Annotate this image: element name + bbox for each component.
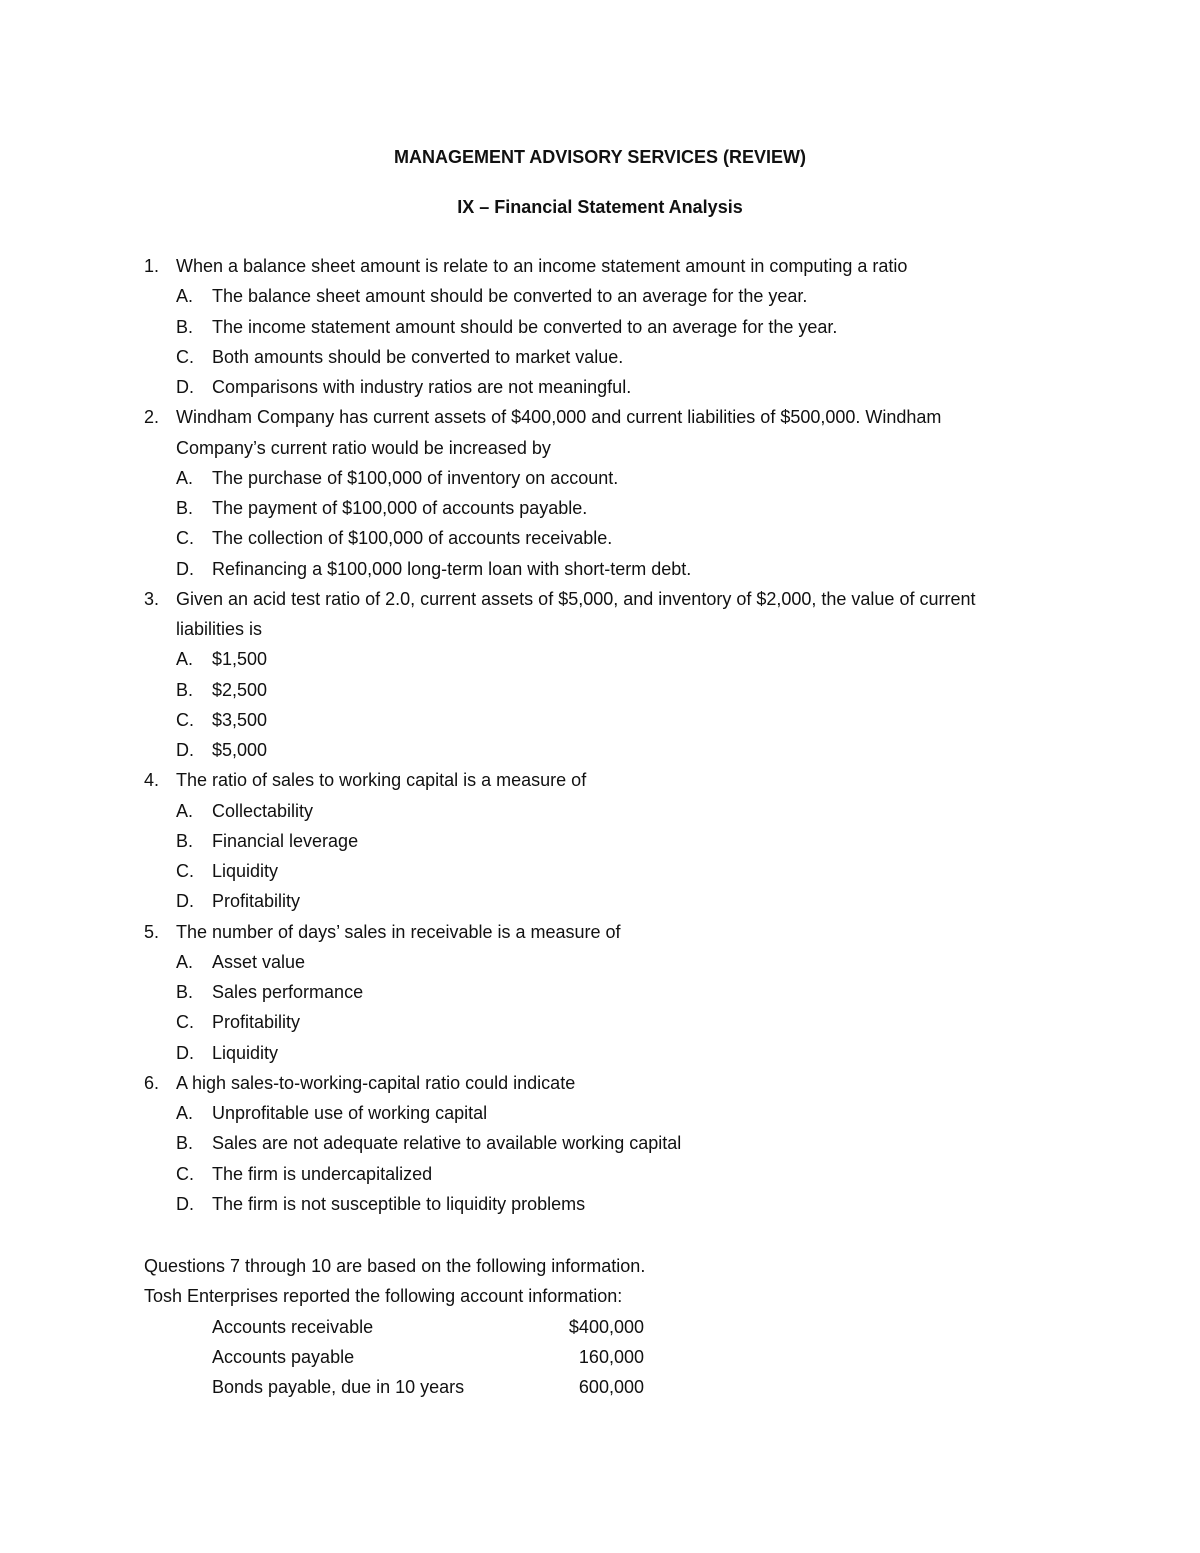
option-text: Refinancing a $100,000 long-term loan with short-term debt. <box>212 558 692 579</box>
option-text: Asset value <box>212 951 306 972</box>
account-value: 600,000 <box>578 1377 644 1397</box>
document-subtitle: IX – Financial Statement Analysis <box>457 197 743 217</box>
option-text: $2,500 <box>212 679 268 700</box>
account-label: Accounts payable <box>212 1347 355 1367</box>
option-letter: C. <box>176 528 194 549</box>
option-text: $3,500 <box>212 709 268 730</box>
info-lead: Tosh Enterprises reported the following account information: <box>144 1286 623 1306</box>
option-letter: A. <box>176 1103 194 1123</box>
question-text: Windham Company has current assets of $400,000 and current liabilities of $500,000. Windham <box>176 407 942 428</box>
option-text: $5,000 <box>212 740 268 760</box>
option-text: The income statement amount should be converted to an average for the year. <box>212 316 838 337</box>
question-number: 3. <box>144 588 160 609</box>
option-letter: D. <box>176 377 194 397</box>
question-text: Company’s current ratio would be increased by <box>176 437 551 458</box>
option-letter: B. <box>176 316 194 337</box>
question-text: A high sales-to-working-capital ratio could indicate <box>176 1072 576 1093</box>
option-letter: D. <box>176 558 194 579</box>
question-text: The number of days’ sales in receivable is a measure of <box>176 921 621 942</box>
option-letter: C. <box>176 1012 194 1033</box>
option-text: Liquidity <box>212 861 279 881</box>
option-text: Sales performance <box>212 982 364 1002</box>
option-letter: A. <box>176 800 194 821</box>
option-text: The firm is not susceptible to liquidity problems <box>212 1193 586 1214</box>
option-letter: C. <box>176 861 194 881</box>
option-letter: A. <box>176 286 194 307</box>
option-letter: D. <box>176 1193 194 1214</box>
option-letter: C. <box>176 1163 194 1184</box>
option-letter: A. <box>176 467 194 488</box>
option-text: The firm is undercapitalized <box>212 1163 433 1184</box>
option-text: Profitability <box>212 891 301 912</box>
option-text: $1,500 <box>212 649 268 670</box>
option-text: Financial leverage <box>212 830 359 851</box>
option-text: Comparisons with industry ratios are not meaningful. <box>212 377 632 397</box>
option-letter: A. <box>176 649 194 670</box>
option-text: Collectability <box>212 800 314 821</box>
option-letter: D. <box>176 1042 194 1063</box>
info-intro: Questions 7 through 10 are based on the following information. <box>144 1256 646 1276</box>
option-letter: B. <box>176 1133 194 1154</box>
option-letter: A. <box>176 951 194 972</box>
question-number: 4. <box>144 770 160 791</box>
option-letter: B. <box>176 982 194 1002</box>
question-number: 6. <box>144 1072 160 1093</box>
option-text: Liquidity <box>212 1042 279 1063</box>
option-text: Both amounts should be converted to market value. <box>212 346 624 367</box>
question-text: Given an acid test ratio of 2.0, current assets of $5,000, and inventory of $2,000, the value of current <box>176 588 976 609</box>
option-text: The balance sheet amount should be converted to an average for the year. <box>212 286 808 307</box>
option-letter: D. <box>176 740 194 760</box>
option-letter: C. <box>176 346 194 367</box>
option-text: Sales are not adequate relative to available working capital <box>212 1133 682 1154</box>
account-value: $400,000 <box>568 1317 644 1337</box>
account-label: Accounts receivable <box>212 1317 374 1337</box>
question-text: The ratio of sales to working capital is a measure of <box>176 770 587 791</box>
option-letter: B. <box>176 679 194 700</box>
account-value: 160,000 <box>578 1347 644 1367</box>
option-text: Unprofitable use of working capital <box>212 1103 488 1123</box>
option-text: The collection of $100,000 of accounts receivable. <box>212 528 613 549</box>
option-text: The purchase of $100,000 of inventory on account. <box>212 467 619 488</box>
option-letter: B. <box>176 498 194 518</box>
question-text: When a balance sheet amount is relate to an income statement amount in computing a ratio <box>176 256 908 276</box>
option-letter: C. <box>176 709 194 730</box>
question-number: 5. <box>144 921 160 942</box>
option-letter: D. <box>176 891 194 912</box>
account-label: Bonds payable, due in 10 years <box>212 1377 465 1397</box>
document-title: MANAGEMENT ADVISORY SERVICES (REVIEW) <box>393 147 807 167</box>
option-text: The payment of $100,000 of accounts payable. <box>212 498 588 518</box>
option-text: Profitability <box>212 1012 301 1033</box>
question-text: liabilities is <box>176 619 263 639</box>
option-letter: B. <box>176 830 194 851</box>
question-number: 2. <box>144 407 160 428</box>
question-number: 1. <box>144 256 160 276</box>
